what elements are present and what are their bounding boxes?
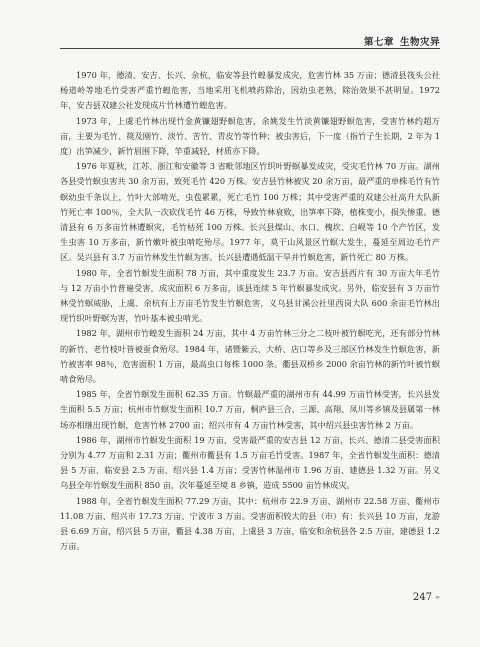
header-title: 生物灾异 <box>399 37 440 48</box>
running-header <box>60 34 440 52</box>
paragraph-1988: 1988 年，全省竹螟发生面积 77.29 万亩，其中：杭州市 22.9 万亩、湖州市 22.58 万亩、衢州市 11.08 万亩、绍兴市 17.73 万亩、宁波市 3 万亩。受害面积较大的县（市）有：长兴县 10 万亩，龙游县 6.69 万亩，绍兴县 5 万亩，衢县 4.38 万亩，上虞县 3 万亩，临安和余杭县各 2.5 万亩，建德县 1.2 万亩。 <box>60 495 440 552</box>
paragraph-1980: 1980 年，全省竹螟发生面积 78 万亩，其中重度发生 23.7 万亩。安吉县西片有 30 万亩大年毛竹与 12 万亩小竹普遍受害，成灾面积 6 万多亩，该县连续 5 年竹螟暴发成灾。另外，临安县有 3 万亩竹林受竹螟威胁，上虞、余杭有上万亩毛竹发生竹螟危害，义乌县甘溪公社里西岗大队 600 余亩毛竹林出现竹织叶野螟为害，竹叶基本被虫啃光。 <box>60 267 440 324</box>
header-chapter: 第七章 <box>363 37 394 48</box>
page-number: 247 <box>412 592 432 603</box>
header-text <box>364 34 440 48</box>
page-footer <box>413 592 440 603</box>
body-text <box>60 68 440 555</box>
page-mark: ∞ <box>435 594 440 601</box>
header-rule <box>60 48 440 49</box>
paragraph-1985: 1985 年，全省竹螟发生面积 62.35 万亩。竹螟最严重的湖州市有 44.99 万亩竹林受害，长兴县发生面积 5.5 万亩；杭州市竹螟发生面积 10.7 万亩，桐庐县三合、三源、高翔、凤川等乡镇及县属第一林场亦相继出现竹螟，危害竹林 2700 亩；绍兴市有 4 万亩竹林受害，其中绍兴县虫害竹林 2 万亩。 <box>60 389 440 430</box>
paragraph-1970: 1970 年，德清、安吉、长兴、余杭、临安等县竹蝗暴发成灾，危害竹林 35 万亩；德清县筏头公社杨道岭等地毛竹受害严重竹蝗危害，当地采用飞机喷药除治，因幼虫老熟，除治效果不甚明显。1972 年，安吉县双建公社发现成片竹林遭竹蝗危害。 <box>60 70 440 111</box>
paragraph-1982: 1982 年，湖州市竹蝗发生面积 24 万亩，其中 4 万亩竹林三分之二枝叶被竹螟吃光，还有部分竹林的新竹、老竹枝叶皆被蚕食殆尽。1984 年，诸暨紫云、大桥、店口等乡及三部区竹林发生竹螟危害，新竹被害率 98％，危害面积 1 万亩，最高虫口每株 1000 条。衢县双桥乡 2000 余亩竹林的新竹叶被竹螟啃食殆尽。 <box>60 328 440 385</box>
paragraph-1973: 1973 年，上虞毛竹林出现竹金黄镰翅野螟危害，余姚发生竹淡黄镰翅野螟危害，受害竹林约超万亩，主要为毛竹、篌及刚竹、淡竹、苦竹、青皮竹等竹种；被虫害后，下一度（指竹子生长期，2 年为 1 度）出笋减少，新竹眉围下降，竿重减轻，材质亦下降。 <box>60 115 440 157</box>
paragraph-1986: 1986 年，湖州市竹螟发生面积 19 万亩，受害最严重的安吉县 12 万亩，长兴、德清二县受害面积分别为 4.77 万亩和 2.31 万亩；衢州市衢县有 1.5 万亩毛竹受害。1987 年，全省竹螟发生面积：德清县 5 万亩、临安县 2.5 万亩、绍兴县 1.4 万亩；受害竹林温州市 1.96 万亩、建德县 1.32 万亩。另义乌县全年竹螟发生面积 850 亩，次年蔓延至境 8 乡镇，造成 5500 亩竹林成灾。 <box>60 434 440 491</box>
paragraph-1976: 1976 年夏秋，江苏、浙江和安徽等 3 省毗邻地区竹织叶野螟暴发成灾，受灾毛竹林 70 万亩。湖州各县受竹螟虫害共 30 余万亩，致死毛竹 420 万株。安吉县竹林被灾 20 余万亩，最严重的单株毛竹有竹螟幼虫千条以上，竹叶大部啃光，虫苞累累，死亡毛竹 100 万株；其中受害严重的双建公社高升大队新竹死亡率 100％，全大队一次砍伐毛竹 46 万株，导致竹林衰败，出笋率下降，植株变小，损失惨重。德清县有 6 万多亩竹林遭螟灾，毛竹枯死 100 万株。长兴县煤山、水口、槐坎、白岘等 10 个产竹区，发生虫害 10 万多亩，新竹嫩叶被虫啃吃殆尽。1977 年，莫干山风景区竹螟大发生，蔓延至周边毛竹产区。吴兴县有 3.7 万亩竹林发生竹螟为害。长兴县遭遇低温干旱并竹螟危害，新竹死亡 80 万株。 <box>60 161 440 263</box>
